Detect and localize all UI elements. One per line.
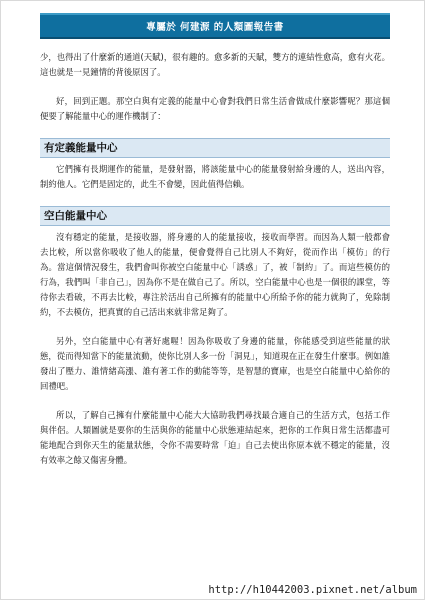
paragraph-defined-centers: 它們擁有長期運作的能量，是發射器，將該能量中心的能量發射給身邊的人，送出內容，制約他人。它們是固定的，此生不會變，因此值得信賴。	[40, 164, 390, 189]
paragraph-transition: 好，回到正題。那空白與有定義的能量中心會對我們日常生活會做成什麼影響呢？那這個便要了解能量中心的運作機制了：	[40, 96, 390, 121]
section-heading-defined-centers: 有定義能量中心	[40, 138, 390, 158]
report-title: 專屬於 何建源 的人類圖報告書	[146, 22, 284, 33]
report-header	[40, 13, 390, 39]
report-content	[40, 50, 390, 482]
section-heading-open-centers: 空白能量中心	[40, 206, 390, 226]
paragraph-intro-continuation: 少，也得出了什麼新的通道(天賦)，很有趣的。愈多新的天賦，雙方的連結性愈高，愈有火花。這也就是一見鐘情的背後原因了。	[40, 52, 390, 77]
watermark-url: http://h10442003.pixnet.net/album	[208, 584, 417, 596]
paragraph-open-centers: 沒有穩定的能量，是接收器，將身邊的人的能量接收，接收而學習。而因為人類一般都會去比較，所以當你吸收了他人的能量，便會覺得自己比別人不夠好，從而作出「模仿」的行為。當這個情況發生，我們會叫你被空白能量中心「誘惑」了，被「制約」了。而這些模仿的行為，我們叫「非自己」，因為你不是在做自己了。所以，空白能量中心也是一個很的課堂，等待你去看破，不再去比較，專注於活出自己所擁有的能量中心所給予你的能力就夠了，免除制約，不去模仿，把真實的自己活出來就非常足夠了。	[40, 232, 390, 317]
paragraph-conclusion: 所以，了解自己擁有什麼能量中心能大大協助我們尋找最合適自己的生活方式，包括工作與伴侶。人類圖就是要你的生活與你的能量中心狀態連結起來，把你的工作與日常生活都盡可能地配合到你天生的能量狀態，令你不需要時常「迫」自己去使出你原本就不穩定的能量，沒有效率之餘又傷害身體。	[40, 410, 390, 465]
paragraph-open-centers-benefit: 另外，空白能量中心有著好處喔！因為你吸收了身邊的能量，你能感受到這些能量的狀態，從而得知當下的能量流動，使你比別人多一份「洞見」，知道現在正在發生什麼事。例如誰發出了壓力、誰情緒高漲、誰有著工作的動能等等，是智慧的寶庫，也是空白能量中心給你的回禮吧。	[40, 336, 390, 391]
